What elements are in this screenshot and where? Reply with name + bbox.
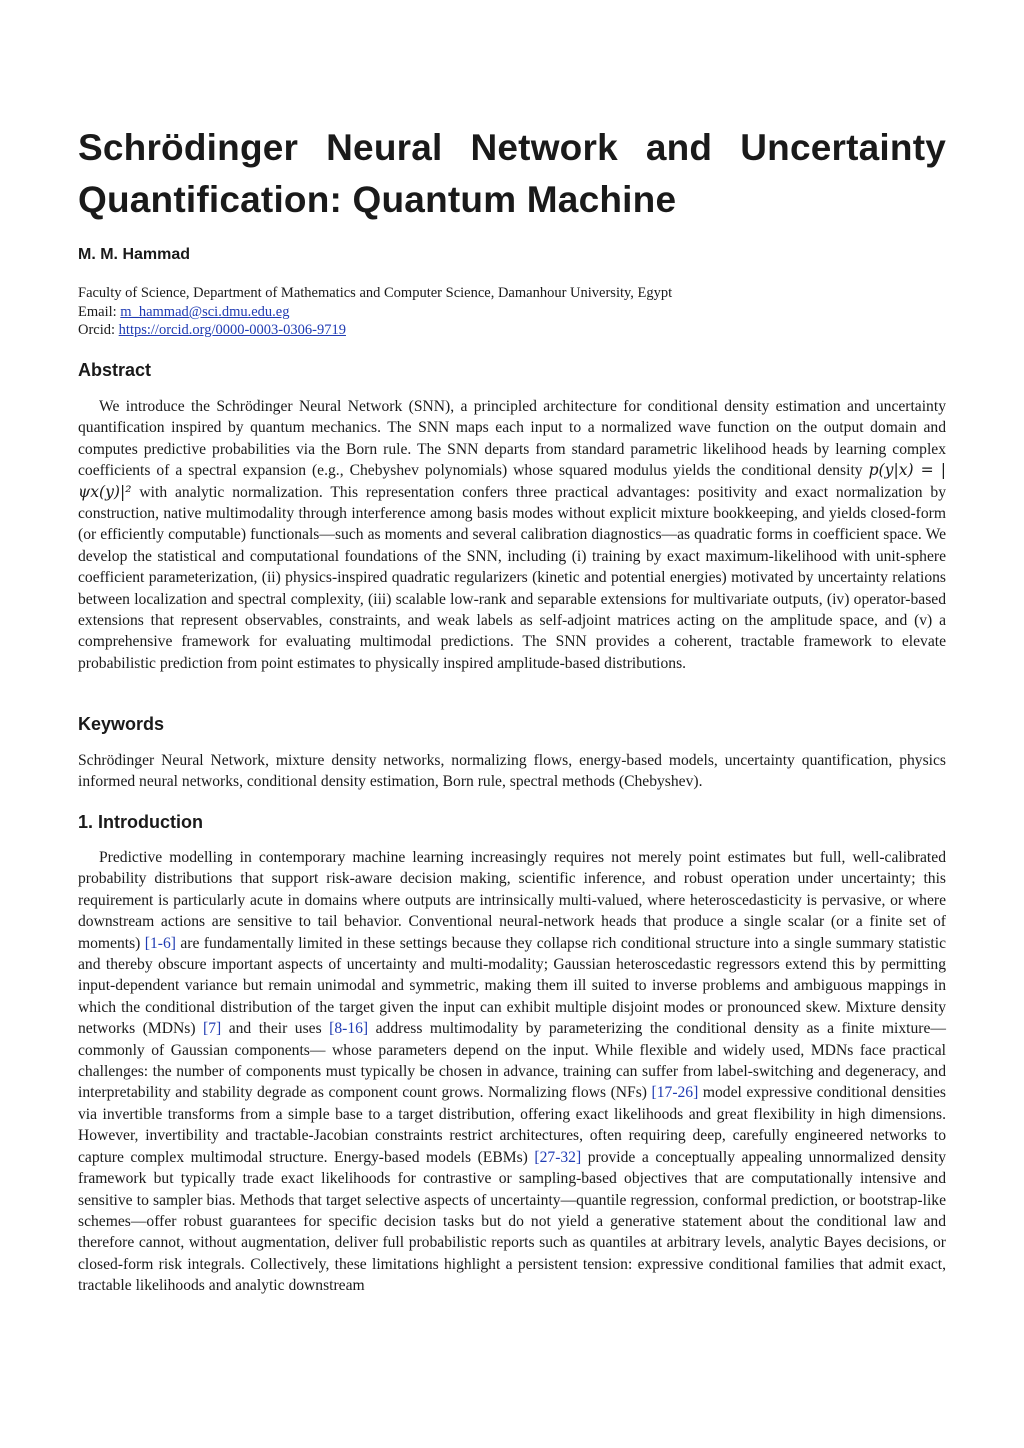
citation-link[interactable]: [17-26]: [651, 1084, 699, 1102]
author-name: M. M. Hammad: [78, 246, 191, 263]
density-formula: p(y|x) = |ψx(y)|²: [78, 461, 946, 501]
abstract-text-part-1: We introduce the Schrödinger Neural Network (SNN), a principled architecture for conditional density estimation and uncertainty quantification inspired by quantum mechanics. The SNN maps each input to a normalized wave function on the output domain and computes predictive probabilities via the Born rule. The SNN departs from standard parametric likelihood heads by learning complex coefficients of a spectral expansion (e.g., Chebyshev polynomials) whose squared modulus yields the conditional density: [78, 398, 946, 480]
paper-title-line-1: Schrödinger Neural Network and Uncertainty: [78, 127, 946, 168]
citation-link[interactable]: [8-16]: [329, 1020, 369, 1038]
citation-link[interactable]: [27-32]: [534, 1148, 582, 1166]
paper-title: [78, 122, 946, 226]
keywords-heading: Keywords: [78, 714, 165, 734]
intro-text-2: are fundamentally limited in these settings because they collapse rich conditional structure into a single summary statistic and thereby obscure important aspects of uncertainty and multi-modality; Gaussian heteroscedastic regressors extend this by permitting input-dependent variance but remain unimodal and symmetric, making them ill suited to inverse problems and ambiguous mappings in which the conditional distribution of the target given the input can exhibit multiple disjoint modes or pronounced skew. Mixture density networks (MDNs): [78, 934, 946, 1038]
abstract-paragraph: [78, 396, 946, 674]
intro-text-3: and their uses: [221, 1020, 330, 1038]
intro-text-5: model expressive conditional densities via invertible transforms from a simple base to a target distribution, offering exact likelihoods and great flexibility in high dimensions. However, invertibility and tractable-Jacobian constraints restrict architectures, often requiring deep, carefully engineered networks to capture complex multimodal structure. Energy-based models (EBMs): [78, 1084, 946, 1166]
abstract-text-part-2: with analytic normalization. This representation confers three practical advantages: positivity and exact normalization by construction, native multimodality through interference among basis modes without explicit mixture bookkeeping, and yields closed-form (or efficiently computable) functionals—such as moments and several calibration diagnostics—as quadratic forms in coefficient space. We develop the statistical and computational foundations of the SNN, including (i) training by exact maximum-likelihood with unit-sphere coefficient parameterization, (ii) physics-inspired quadratic regularizers (kinetic and potential energies) motivated by uncertainty relations between localization and spectral complexity, (iii) scalable low-rank and separable extensions for multivariate outputs, (iv) operator-based extensions that represent observables, constraints, and weak labels as self-adjoint matrices acting on the amplitude space, and (v) a comprehensive framework for evaluating multimodal predictions. The SNN provides a coherent, tractable framework to elevate probabilistic prediction from point estimates to physically inspired amplitude-based distributions.: [78, 483, 946, 672]
affiliation-block: [78, 284, 946, 340]
citation-link[interactable]: [1-6]: [144, 934, 176, 952]
orcid-label: Orcid:: [78, 322, 116, 338]
introduction-paragraph: [78, 847, 946, 1297]
email-label: Email:: [78, 303, 117, 320]
citation-link[interactable]: [7]: [203, 1020, 222, 1038]
intro-text-1: Predictive modelling in contemporary machine learning increasingly requires not merely point estimates but full, well-calibrated probability distributions that support risk-aware decision making, scientific inference, and robust operation under uncertainty; this requirement is particularly acute in domains where outputs are intrinsically multi-valued, where heteroscedasticity is pervasive, or where downstream actions are sensitive to tail behavior. Conventional neural-network heads that produce a single scalar (or a finite set of moments): [78, 849, 946, 952]
abstract-heading: Abstract: [78, 360, 152, 380]
affiliation-email-line: [78, 303, 946, 322]
affiliation-faculty: Faculty of Science, Department of Mathematics and Computer Science, Damanhour University, Egypt: [78, 285, 673, 301]
paper-title-line-2: Quantification: Quantum Machine: [78, 179, 677, 220]
keywords-paragraph: Schrödinger Neural Network, mixture density networks, normalizing flows, energy-based models, uncertainty quantification, physics informed neural networks, conditional density estimation, Born rule, spectral methods (Chebyshev).: [78, 752, 946, 791]
orcid-link[interactable]: https://orcid.org/0000-0003-0306-9719: [118, 322, 346, 338]
affiliation-orcid-line: [78, 321, 946, 340]
intro-text-6: provide a conceptually appealing unnormalized density framework but typically trade exact likelihoods for contrastive or sampling-based objectives that are computationally intensive and sensitive to sampler bias. Methods that target selective aspects of uncertainty—quantile regression, conformal prediction, or bootstrap-like schemes—offer robust guarantees for specific decision tasks but do not yield a generative statement about the conditional law and therefore cannot, without augmentation, deliver full probabilistic reports such as quantiles at arbitrary levels, analytic Bayes decisions, or closed-form risk integrals. Collectively, these limitations highlight a persistent tension: expressive conditional families that admit exact, tractable likelihoods and analytic downstream: [78, 1148, 946, 1295]
intro-text-4: address multimodality by parameterizing the conditional density as a finite mixture— commonly of Gaussian components— whose parameters depend on the input. While flexible and widely used, MDNs face practical challenges: the number of components must typically be chosen in advance, training can suffer from label-switching and degeneracy, and interpretability and stability degrade as component count grows. Normalizing flows (NFs): [78, 1020, 946, 1102]
introduction-heading: 1. Introduction: [78, 812, 203, 832]
email-link[interactable]: m_hammad@sci.dmu.edu.eg: [120, 303, 290, 320]
